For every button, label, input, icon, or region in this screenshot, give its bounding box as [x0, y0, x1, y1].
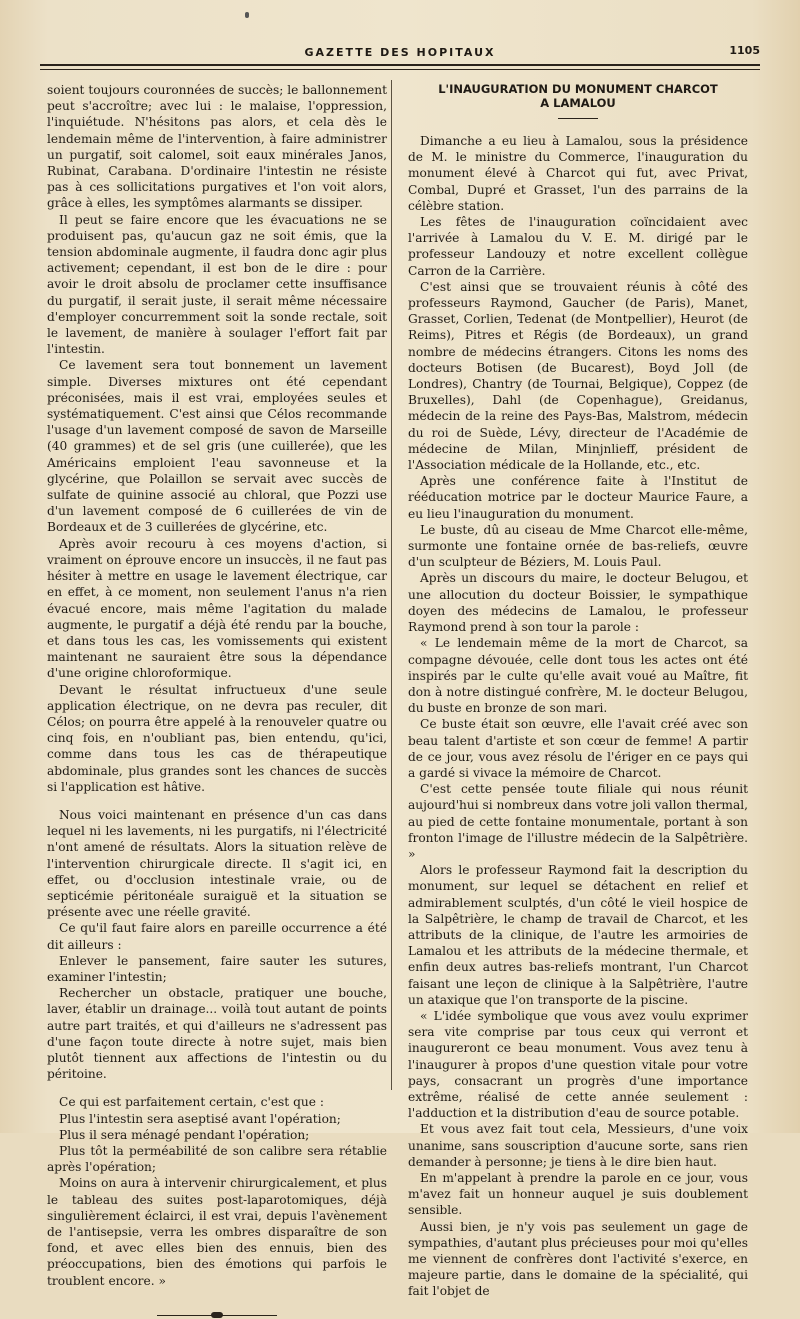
paragraph: Devant le résultat infructueux d'une seule application électrique, on ne devra pas reculer, dit Célos; on pourra être appelé à la renouveler quatre ou cinq fois, en n'oubliant pas, bien entendu, qu'ici, comme dans tous les cas de thérapeutique abdominale, plus grandes sont les chances de succès si l'application est hâtive. — [47, 682, 387, 794]
article-title-line1: L'INAUGURATION DU MONUMENT CHARCOT — [438, 82, 718, 96]
right-column — [408, 82, 748, 1300]
paragraph: Plus l'intestin sera aseptisé avant l'opération; — [59, 1111, 341, 1126]
paragraph: Les fêtes de l'inauguration coïncidaient avec l'arrivée à Lamalou du V. E. M. dirigé par le professeur Landouzy et notre excellent collègue Carron de la Carrière. — [408, 215, 748, 278]
header-rule-thin — [40, 69, 760, 70]
paragraph: En m'appelant à prendre la parole en ce jour, vous m'avez fait un honneur auquel je suis doublement sensible. — [408, 1171, 748, 1218]
paragraph: Le buste, dû au ciseau de Mme Charcot elle-même, surmonte une fontaine ornée de bas-reliefs, œuvre d'un sculpteur de Béziers, M. Louis Paul. — [408, 522, 748, 570]
page-number: 1105 — [729, 44, 760, 57]
end-ornament — [157, 1311, 277, 1319]
paragraph: Ce lavement sera tout bonnement un lavement simple. Diverses mixtures ont été cependant préconisées, mais il est vrai, employées seules et systématiquement. C'est ainsi que Célos recommande l'usage d'un lavement composé de savon de Marseille (40 grammes) et de sel gris (une cuillerée), que les Américains emploient l'eau savonneuse et la glycérine, que Polaillon se servait avec succès de sulfate de quinine associé au chloral, que Pozzi use d'un lavement composé de 6 cuillerées de vin de Bordeaux et de 3 cuillerées de glycérine, etc. — [47, 358, 387, 535]
paragraph: Après avoir recouru à ces moyens d'action, si vraiment on éprouve encore un insuccès, il ne faut pas hésiter à mettre en usage le lavement électrique, car en effet, à ce moment, non seulement l'anus n'a rien évacué encore, mais même l'agitation du malade augmente, le purgatif a déjà été rendu par la bouche, et dans tous les cas, les vomissements qui existent maintenant ne sauraient être sous la dépendance d'une origine chloroformique. — [47, 536, 387, 681]
section-gap — [47, 1082, 387, 1094]
paragraph: Plus tôt la perméabilité de son calibre sera rétablie après l'opération; — [47, 1144, 387, 1175]
ornament-dot — [211, 1312, 223, 1318]
paragraph: Après un discours du maire, le docteur Belugou, et une allocution du docteur Boissier, le sympathique doyen des médecins de Lamalou, le professeur Raymond prend à son tour la parole : — [408, 571, 748, 635]
column-divider — [391, 80, 392, 1090]
paragraph: C'est ainsi que se trouvaient réunis à côté des professeurs Raymond, Gaucher (de Paris), Manet, Grasset, Corlien, Tedenat (de Montpellier), Heurot (de Reims), Pitres et Régis (de Bordeaux), un grand nombre de médecins étrangers. Citons les noms des docteurs Botisen (de Bucarest), Boyd Joll (de Londres), Chantry (de Tournai, Belgique), Coppez (de Bruxelles), Dahl (de Copenhague), Greidanus, médecin de la reine des Pays-Bas, Malstrom, médecin du roi de Suède, Lévy, directeur de l'Académie de médecine de Milan, Minjnlieff, président de l'Association médicale de la Hollande, etc., etc. — [408, 279, 748, 473]
paragraph: Plus il sera ménagé pendant l'opération; — [59, 1127, 310, 1142]
paragraph: C'est cette pensée toute filiale qui nous réunit aujourd'hui si nombreux dans votre joli vallon thermal, au pied de cette fontaine monumentale, portant à son fronton l'image de l'illustre médecin de la Salpêtrière. » — [408, 782, 748, 861]
paragraph: Ce qu'il faut faire alors en pareille occurrence a été dit ailleurs : — [47, 921, 387, 952]
left-column — [47, 82, 387, 1319]
paragraph: Moins on aura à intervenir chirurgicalement, et plus le tableau des suites post-laparotomiques, déjà singulièrement éclairci, il est vrai, depuis l'avènement de l'antisepsie, verra les ombres disparaître de son fond, et avec elles bien des ennuis, bien des préoccupations, bien des émotions qui parfois le troublent encore. » — [47, 1176, 387, 1288]
paragraph: Dimanche a eu lieu à Lamalou, sous la présidence de M. le ministre du Commerce, l'inauguration du monument élevé à Charcot qui fut, avec Privat, Combal, Dupré et Grasset, l'un des parrains de la célèbre station. — [408, 134, 748, 213]
ink-speck — [245, 12, 249, 18]
article-title-line2: A LAMALOU — [540, 96, 616, 110]
section-gap — [47, 795, 387, 807]
paragraph: Et vous avez fait tout cela, Messieurs, d'une voix unanime, sans souscription d'aucune sorte, sans rien demander à personne; je tiens à le dire bien haut. — [408, 1122, 748, 1169]
paragraph: Ce qui est parfaitement certain, c'est que : — [59, 1095, 324, 1110]
paragraph: Rechercher un obstacle, pratiquer une bouche, laver, établir un drainage... voilà tout autant de points autre part traités, et qui d'ailleurs ne s'adressent pas d'une façon toute directe à notre sujet, mais bien plutôt tiennent aux affections de l'intestin ou du péritoine. — [47, 986, 387, 1082]
paragraph: soient toujours couronnées de succès; le ballonnement peut s'accroître; avec lui : le malaise, l'oppression, l'inquiétude. N'hésitons pas alors, et cela dès le lendemain même de l'intervention, à faire administrer un purgatif, soit calomel, soit eaux minérales Janos, Rubinat, Carabana. D'ordinaire l'intestin ne résiste pas à ces sollicitations purgatives et l'on voit alors, grâce à elles, les symptômes alarmants se dissiper. — [47, 83, 387, 211]
paragraph: Il peut se faire encore que les évacuations ne se produisent pas, qu'aucun gaz ne soit émis, que la tension abdominale augmente, il faudra donc agir plus activement; cependant, il est bon de le dire : pour avoir le droit absolu de proclamer cette insuffisance du purgatif, il serait juste, il serait même nécessaire d'employer concurremment soit la sonde rectale, soit le lavement, de manière à soulager l'effort fait par l'intestin. — [47, 212, 387, 357]
paragraph: Aussi bien, je n'y vois pas seulement un gage de sympathies, d'autant plus précieuses pour moi qu'elles me viennent de confrères dont l'activité s'exerce, en majeure partie, dans le domaine de la spécialité, qui fait l'objet de — [408, 1219, 748, 1299]
header-rule-thick — [40, 64, 760, 66]
paragraph: Ce buste était son œuvre, elle l'avait créé avec son beau talent d'artiste et son cœur de femme! A partir de ce jour, vous avez résolu de l'ériger en ce pays qui a gardé si vivace la mémoire de Charcot. — [408, 717, 748, 780]
journal-title: GAZETTE DES HOPITAUX — [304, 46, 496, 59]
paragraph: « Le lendemain même de la mort de Charcot, sa compagne dévouée, celle dont tous les actes ont été inspirés par le culte qu'elle avait voué au Maître, fit don à notre distingué confrère, M. le docteur Belugou, du buste en bronze de son mari. — [408, 636, 748, 716]
paragraph: Alors le professeur Raymond fait la description du monument, sur lequel se détachent en relief et admirablement sculptés, d'un côté le vieil hospice de la Salpêtrière, le champ de travail de Charcot, et les attributs de la clinique, de l'autre les armoiries de Lamalou et les attributs de la médecine thermale, et enfin deux autres bas-reliefs montrant, l'un Charcot faisant une leçon de clinique à la Salpêtrière, l'autre un ataxique que l'on transporte de la piscine. — [408, 863, 748, 1007]
title-rule — [558, 118, 598, 119]
paragraph: Nous voici maintenant en présence d'un cas dans lequel ni les lavements, ni les purgatifs, ni l'électricité n'ont amené de résultats. Alors la situation relève de l'intervention chirurgicale directe. Il s'agit ici, en effet, ou d'occlusion intestinale vraie, ou de septicémie péritonéale suraiguë et la situation se présente avec une réelle gravité. — [47, 807, 387, 920]
paragraph: Après une conférence faite à l'Institut de rééducation motrice par le docteur Maurice Faure, a eu lieu l'inauguration du monument. — [408, 474, 748, 521]
paragraph: Enlever le pansement, faire sauter les sutures, examiner l'intestin; — [47, 953, 387, 984]
paragraph: « L'idée symbolique que vous avez voulu exprimer sera vite comprise par tous ceux qui verront et inaugureront ce beau monument. Vous avez tenu à l'inaugurer à propos d'une question vitale pour votre pays, consacrant un progrès d'une importance extrême, réalisé de cette année seulement : l'adduction et la distribution d'eau de source potable. — [408, 1008, 748, 1121]
page-header — [40, 38, 760, 64]
